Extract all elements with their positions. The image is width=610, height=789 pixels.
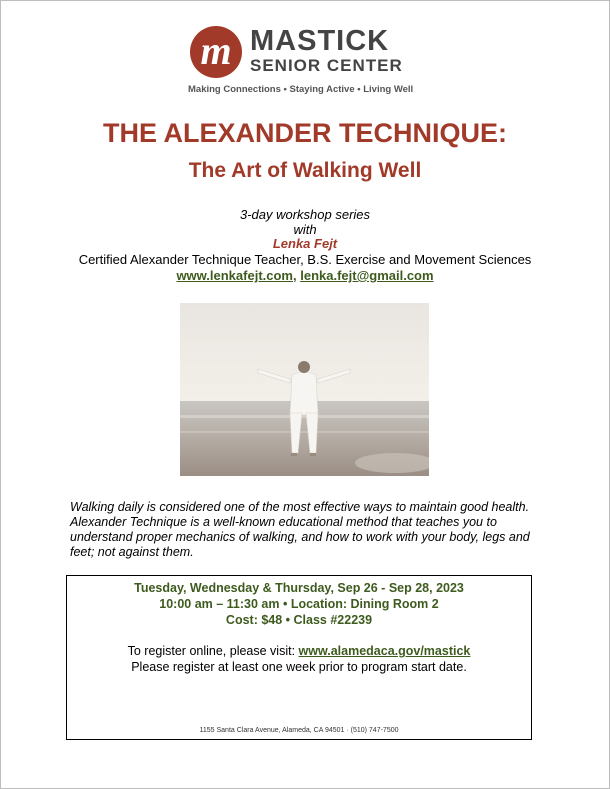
register-link[interactable]: www.alamedaca.gov/mastick <box>298 644 471 658</box>
logo-tagline: Making Connections • Staying Active • Living Well <box>188 84 414 95</box>
walking-photo <box>180 303 429 476</box>
register-prefix: To register online, please visit: <box>127 644 299 658</box>
details-box <box>66 575 532 740</box>
contact-links <box>0 268 610 284</box>
with-line: with <box>293 222 317 237</box>
days-line: Tuesday, Wednesday & Thursday, Sep 26 - Sep 28, 2023 <box>134 581 464 595</box>
website-link[interactable]: www.lenkafejt.com <box>176 268 293 283</box>
address-line: 1155 Santa Clara Avenue, Alameda, CA 94501 · (510) 747-7500 <box>199 727 399 734</box>
register-note: Please register at least one week prior to program start date. <box>131 660 467 674</box>
cost-class-line: Cost: $48 • Class #22239 <box>225 613 373 627</box>
page-title: THE ALEXANDER TECHNIQUE: <box>102 118 507 148</box>
presenter-name: Lenka Fejt <box>272 236 338 251</box>
logo-monogram: m <box>190 26 242 78</box>
description-paragraph: Walking daily is considered one of the most effective ways to maintain good health. Alexander Technique is a well-known educational method that teaches you to understand proper mechanics of walking, and how to work with your body, legs and feet; not against them. <box>70 500 530 559</box>
credentials-line: Certified Alexander Technique Teacher, B.S. Exercise and Movement Sciences <box>78 252 532 267</box>
logo-name-line2: SENIOR CENTER <box>250 56 403 75</box>
time-location-line: 10:00 am – 11:30 am • Location: Dining Room 2 <box>159 597 439 611</box>
email-link[interactable]: lenka.fejt@gmail.com <box>300 268 434 283</box>
mastick-logo <box>186 20 426 100</box>
link-separator: , <box>293 268 301 283</box>
page-subtitle: The Art of Walking Well <box>188 159 422 182</box>
series-line: 3-day workshop series <box>239 207 371 222</box>
register-line <box>67 644 531 659</box>
logo-name-line1: MASTICK <box>250 25 390 57</box>
